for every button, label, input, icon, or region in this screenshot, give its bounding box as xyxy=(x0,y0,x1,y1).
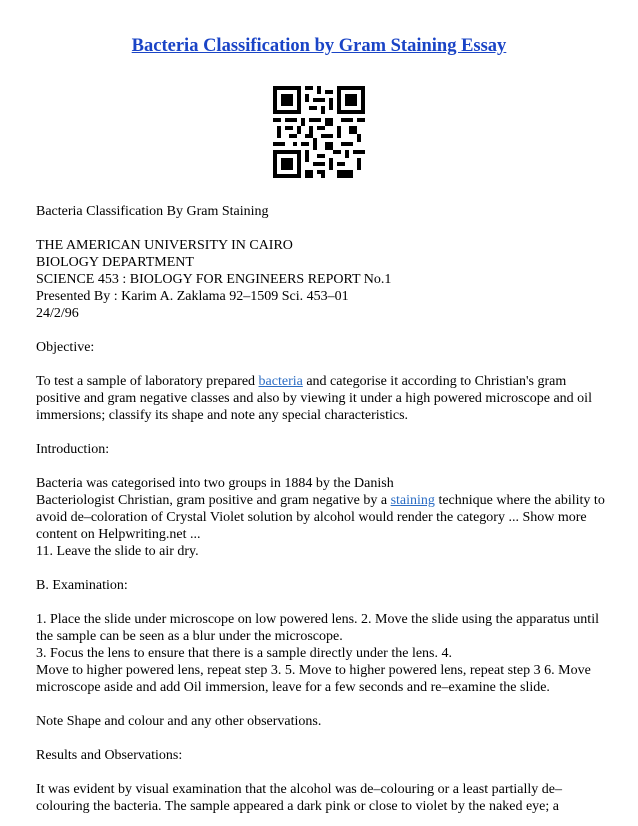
essay-title-link[interactable]: Bacteria Classification by Gram Staining Essay xyxy=(131,36,507,56)
note-paragraph: Note Shape and colour and any other observations. xyxy=(36,714,322,729)
examination-step-5-6: Move to higher powered lens, repeat step 3. 5. Move to higher powered lens, repeat step 3 6. Move microscope aside and add Oil immersion, leave for a few seconds and re–examine the slide. xyxy=(36,663,591,695)
header-line-university: THE AMERICAN UNIVERSITY IN CAIRO xyxy=(36,238,293,253)
introduction-text-before: Bacteriologist Christian, gram positive and gram negative by a xyxy=(36,493,391,508)
bacteria-link[interactable]: bacteria xyxy=(258,374,303,389)
introduction-heading: Introduction: xyxy=(36,442,110,457)
introduction-text-after: technique where the ability to avoid de–coloration of Crystal Violet solution by alcohol would render the category ... Show more content on Helpwriting.net ... xyxy=(36,493,605,542)
header-line-course: SCIENCE 453 : BIOLOGY FOR ENGINEERS REPORT No.1 xyxy=(36,272,392,287)
header-line-date: 24/2/96 xyxy=(36,306,79,321)
objective-text-before: To test a sample of laboratory prepared xyxy=(36,374,259,389)
header-line-department: BIOLOGY DEPARTMENT xyxy=(36,255,194,270)
introduction-paragraph xyxy=(36,475,606,560)
results-heading: Results and Observations: xyxy=(36,748,183,763)
examination-step-1-2: 1. Place the slide under microscope on low powered lens. 2. Move the slide using the apparatus until the sample can be seen as a blur under the microscope. xyxy=(36,612,599,644)
essay-body xyxy=(36,203,606,815)
results-paragraph: It was evident by visual examination that the alcohol was de–colouring or a least partially de–colouring the bacteria. The sample appeared a dark pink or close to violet by the naked eye; a xyxy=(36,782,563,814)
objective-text-after: and categorise it according to Christian's gram positive and gram negative classes and also by viewing it under a high powered microscope and oil immersions; classify its shape and note any special characteristics. xyxy=(36,374,592,423)
examination-step-3-4: 3. Focus the lens to ensure that there is a sample directly under the lens. 4. xyxy=(36,646,453,661)
objective-heading: Objective: xyxy=(36,340,95,355)
introduction-line-1: Bacteria was categorised into two groups in 1884 by the Danish xyxy=(36,476,394,491)
report-header xyxy=(36,237,606,322)
qr-code-icon xyxy=(273,86,365,178)
examination-heading: B. Examination: xyxy=(36,578,128,593)
objective-paragraph xyxy=(36,373,606,424)
header-line-author: Presented By : Karim A. Zaklama 92–1509 Sci. 453–01 xyxy=(36,289,349,304)
staining-link[interactable]: staining xyxy=(390,493,435,508)
introduction-last-line: 11. Leave the slide to air dry. xyxy=(36,544,199,559)
subtitle: Bacteria Classification By Gram Staining xyxy=(36,204,269,219)
examination-paragraph xyxy=(36,611,606,696)
